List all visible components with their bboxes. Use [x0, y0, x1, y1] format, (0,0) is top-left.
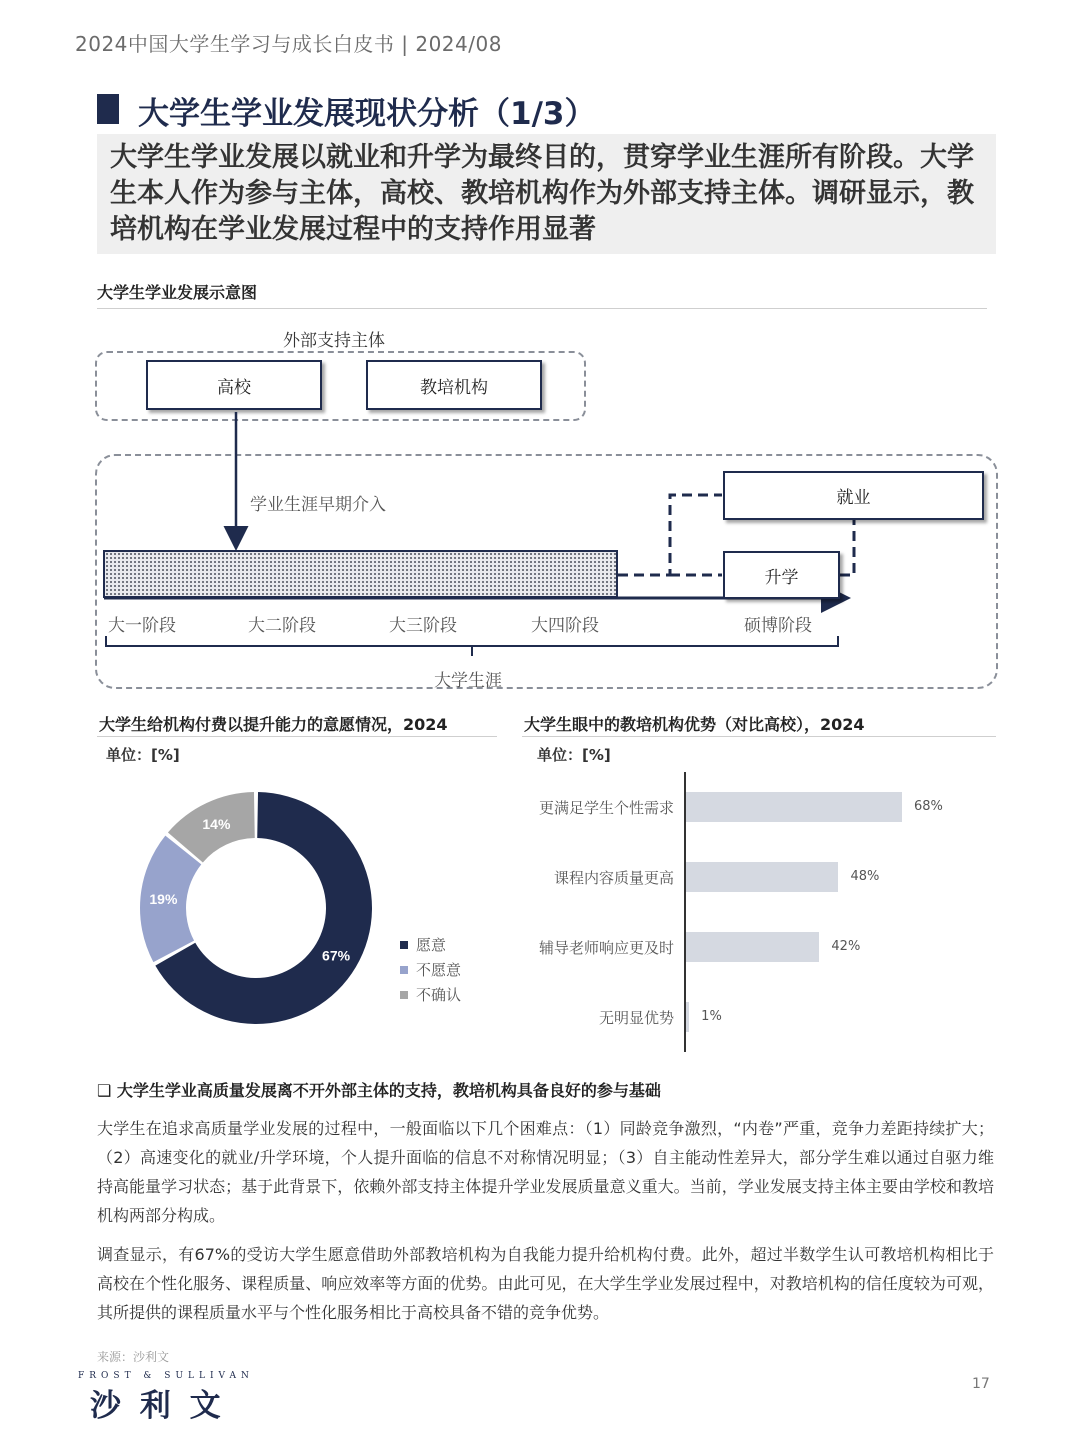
report-header: 2024中国大学生学习与成长白皮书 | 2024/08 [75, 32, 502, 56]
bar-category-label: 无明显优势 [598, 1009, 674, 1027]
legend-item [400, 957, 461, 982]
donut-legend [400, 932, 461, 1007]
legend-label: 不确认 [416, 986, 462, 1004]
stage-label: 大四阶段 [531, 616, 599, 636]
bar-chart-title: 大学生眼中的教培机构优势（对比高校），2024 [524, 715, 865, 734]
legend-swatch [400, 941, 408, 949]
checkbox-icon: ❑ [97, 1081, 112, 1100]
bar-category-label: 课程内容质量更高 [553, 869, 674, 887]
bar [686, 932, 819, 962]
employment-box: 就业 [723, 471, 984, 520]
divider [522, 736, 996, 737]
bar-value-label: 42% [831, 939, 861, 954]
donut-chart [100, 770, 410, 1050]
source-note: 来源：沙利文 [97, 1350, 170, 1364]
legend-item [400, 932, 461, 957]
legend-swatch [400, 966, 408, 974]
donut-data-label: 14% [202, 815, 231, 832]
body-paragraph-1: 大学生在追求高质量学业发展的过程中，一般面临以下几个困难点：（1）同龄竞争激烈，“内卷”严重，竞争力差距持续扩大；（2）高速变化的就业/升学环境，个人提升面临的信息不对称情况明显；（3）自主能动性差异大，部分学生难以通过自驱力维持高能量学习状态；基于此背景下，依赖外部支持主体提升学业发展质量意义重大。当前，学业发展支持主体主要由学校和教培机构两部分构成。 [97, 1119, 994, 1225]
training-institution-box: 教培机构 [366, 360, 542, 410]
stage-label: 大三阶段 [389, 616, 457, 636]
summary-text: 大学生学业发展以就业和升学为最终目的，贯穿学业生涯所有阶段。大学生本人作为参与主体，高校、教培机构作为外部支持主体。调研显示，教培机构在学业发展过程中的支持作用显著 [110, 142, 974, 245]
donut-data-label: 19% [149, 891, 178, 908]
stage-label: 大二阶段 [248, 616, 316, 636]
stage-label: 大一阶段 [108, 616, 176, 636]
bar-category-label: 更满足学生个性需求 [538, 799, 674, 817]
legend-label: 愿意 [416, 936, 447, 954]
logo-chinese: 沙 利 文 [90, 1388, 225, 1424]
body-heading-row [97, 1078, 661, 1101]
external-support-label: 外部支持主体 [283, 331, 385, 351]
page-title: 大学生学业发展现状分析（1/3） [138, 96, 596, 132]
bar-unit: 单位：[%] [537, 746, 611, 764]
page-number: 17 [972, 1376, 990, 1392]
legend-label: 不愿意 [416, 961, 462, 979]
body-heading: 大学生学业高质量发展离不开外部主体的支持，教培机构具备良好的参与基础 [116, 1081, 661, 1100]
career-label: 大学生涯 [434, 671, 502, 691]
body-paragraph-2: 调查显示，有67%的受访大学生愿意借助外部教培机构为自我能力提升给机构付费。此外，超过半数学生认可教培机构相比于高校在个性化服务、课程质量、响应效率等方面的优势。由此可见，在大学生学业发展过程中，对教培机构的信任度较为可观，其所提供的课程质量水平与个性化服务相比于高校具备不错的竞争优势。 [97, 1245, 994, 1322]
legend-item [400, 982, 461, 1007]
diagram-title: 大学生学业发展示意图 [97, 283, 258, 302]
bar [686, 792, 902, 822]
donut-chart-title: 大学生给机构付费以提升能力的意愿情况，2024 [99, 715, 448, 734]
legend-swatch [400, 991, 408, 999]
undergraduate-progress-bar [103, 550, 618, 598]
bar-category-label: 辅导老师响应更及时 [538, 939, 674, 957]
bar-value-label: 1% [701, 1009, 722, 1024]
bar-value-label: 48% [850, 869, 880, 884]
stage-label: 硕博阶段 [744, 616, 812, 636]
further-study-box: 升学 [723, 551, 840, 599]
divider [97, 736, 497, 737]
bar [686, 862, 838, 892]
logo-english: FROST & SULLIVAN [78, 1371, 254, 1381]
university-box: 高校 [146, 360, 322, 410]
donut-data-label: 67% [322, 947, 351, 964]
bar-value-label: 68% [914, 799, 943, 814]
early-intervention-label: 学业生涯早期介入 [250, 495, 386, 515]
bar [686, 1002, 689, 1032]
donut-unit: 单位：[%] [106, 746, 180, 764]
